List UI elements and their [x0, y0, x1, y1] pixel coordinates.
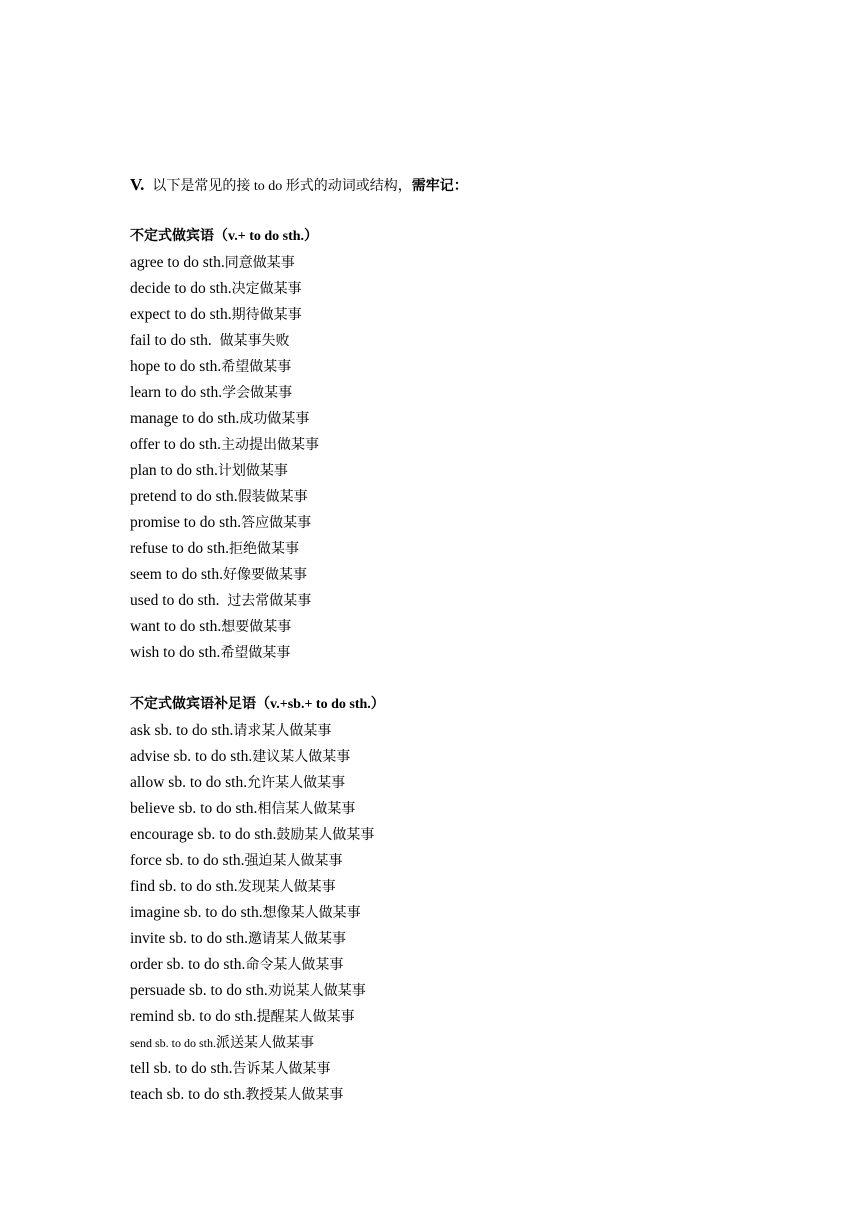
list-item — [130, 354, 810, 380]
phrase-chinese: 过去常做某事 — [227, 594, 312, 609]
section1-title: 不定式做宾语（v.+ to do sth.） — [130, 229, 319, 244]
list-item — [130, 380, 810, 406]
phrase-english: order sb. to do sth. — [130, 956, 246, 973]
phrase-chinese: 假装做某事 — [237, 490, 308, 505]
phrase-chinese: 主动提出做某事 — [220, 438, 319, 453]
phrase-chinese: 学会做某事 — [222, 386, 293, 401]
phrase-english: send sb. to do sth. — [130, 1036, 217, 1050]
phrase-chinese: 成功做某事 — [239, 412, 310, 427]
phrase-english: decide to do sth. — [130, 280, 232, 297]
section-heading — [130, 172, 810, 198]
phrase-chinese: 告诉某人做某事 — [232, 1062, 331, 1077]
phrase-chinese: 命令某人做某事 — [245, 958, 344, 973]
list-item — [130, 640, 810, 666]
phrase-chinese: 建议某人做某事 — [252, 750, 351, 765]
list-item — [130, 406, 810, 432]
phrase-english: refuse to do sth. — [130, 540, 230, 557]
list-item — [130, 1004, 810, 1030]
spacer — [130, 198, 810, 224]
phrase-english: invite sb. to do sth. — [130, 930, 248, 947]
list-item — [130, 900, 810, 926]
phrase-chinese: 发现某人做某事 — [237, 880, 336, 895]
list-item — [130, 1056, 810, 1082]
phrase-chinese: 希望做某事 — [221, 360, 292, 375]
list-item — [130, 458, 810, 484]
phrase-chinese: 教授某人做某事 — [245, 1088, 344, 1103]
phrase-english: hope to do sth. — [130, 358, 222, 375]
phrase-english: manage to do sth. — [130, 410, 240, 427]
phrase-chinese: 同意做某事 — [224, 256, 295, 271]
phrase-chinese: 决定做某事 — [231, 282, 302, 297]
phrase-english: teach sb. to do sth. — [130, 1086, 246, 1103]
list-item — [130, 614, 810, 640]
list-item — [130, 848, 810, 874]
list-item — [130, 276, 810, 302]
phrase-chinese: 鼓励某人做某事 — [276, 828, 375, 843]
phrase-chinese: 想像某人做某事 — [262, 906, 361, 921]
list-item — [130, 770, 810, 796]
list-item — [130, 510, 810, 536]
phrase-english: plan to do sth. — [130, 462, 218, 479]
phrase-english: advise sb. to do sth. — [130, 748, 253, 765]
phrase-english: allow sb. to do sth. — [130, 774, 248, 791]
list-item — [130, 744, 810, 770]
phrase-english: want to do sth. — [130, 618, 222, 635]
list-item — [130, 250, 810, 276]
phrase-chinese: 拒绝做某事 — [229, 542, 300, 557]
phrase-chinese: 做某事失败 — [219, 334, 290, 349]
phrase-english: used to do sth. — [130, 592, 228, 609]
phrase-chinese: 答应做某事 — [241, 516, 312, 531]
phrase-chinese: 请求某人做某事 — [233, 724, 332, 739]
document-page — [130, 172, 810, 1108]
spacer — [130, 666, 810, 692]
phrase-english: find sb. to do sth. — [130, 878, 238, 895]
phrase-english: pretend to do sth. — [130, 488, 238, 505]
phrase-chinese: 允许某人做某事 — [247, 776, 346, 791]
section2-title: 不定式做宾语补足语（v.+sb.+ to do sth.） — [130, 697, 385, 712]
phrase-english: expect to do sth. — [130, 306, 232, 323]
list-item — [130, 328, 810, 354]
phrase-chinese: 邀请某人做某事 — [247, 932, 346, 947]
phrase-chinese: 劝说某人做某事 — [267, 984, 366, 999]
list-item — [130, 822, 810, 848]
list-item — [130, 978, 810, 1004]
phrase-english: persuade sb. to do sth. — [130, 982, 268, 999]
section1-list — [130, 250, 810, 666]
heading-number: V. — [130, 175, 145, 194]
phrase-english: promise to do sth. — [130, 514, 242, 531]
phrase-english: agree to do sth. — [130, 254, 225, 271]
phrase-english: imagine sb. to do sth. — [130, 904, 263, 921]
list-item — [130, 536, 810, 562]
heading-text: 以下是常见的接 to do 形式的动词或结构， — [152, 179, 412, 194]
phrase-english: offer to do sth. — [130, 436, 221, 453]
list-item — [130, 302, 810, 328]
phrase-english: ask sb. to do sth. — [130, 722, 234, 739]
phrase-chinese: 提醒某人做某事 — [256, 1010, 355, 1025]
list-item — [130, 952, 810, 978]
heading-emphasis: 需牢记： — [411, 179, 468, 194]
phrase-chinese: 期待做某事 — [231, 308, 302, 323]
phrase-chinese: 希望做某事 — [220, 646, 291, 661]
phrase-chinese: 想要做某事 — [221, 620, 292, 635]
list-item — [130, 562, 810, 588]
phrase-chinese: 计划做某事 — [217, 464, 288, 479]
list-item — [130, 588, 810, 614]
list-item — [130, 1082, 810, 1108]
phrase-english: believe sb. to do sth. — [130, 800, 258, 817]
phrase-chinese: 强迫某人做某事 — [244, 854, 343, 869]
phrase-english: wish to do sth. — [130, 644, 221, 661]
list-item — [130, 484, 810, 510]
phrase-english: force sb. to do sth. — [130, 852, 245, 869]
list-item — [130, 432, 810, 458]
phrase-english: fail to do sth. — [130, 332, 220, 349]
list-item — [130, 718, 810, 744]
list-item — [130, 874, 810, 900]
list-item — [130, 796, 810, 822]
phrase-chinese: 相信某人做某事 — [257, 802, 356, 817]
list-item — [130, 1030, 810, 1056]
list-item — [130, 926, 810, 952]
phrase-english: learn to do sth. — [130, 384, 223, 401]
section2-list — [130, 718, 810, 1108]
phrase-chinese: 派送某人做某事 — [216, 1036, 315, 1051]
phrase-english: encourage sb. to do sth. — [130, 826, 277, 843]
phrase-english: tell sb. to do sth. — [130, 1060, 233, 1077]
phrase-chinese: 好像要做某事 — [223, 568, 307, 583]
phrase-english: remind sb. to do sth. — [130, 1008, 257, 1025]
phrase-english: seem to do sth. — [130, 566, 223, 583]
